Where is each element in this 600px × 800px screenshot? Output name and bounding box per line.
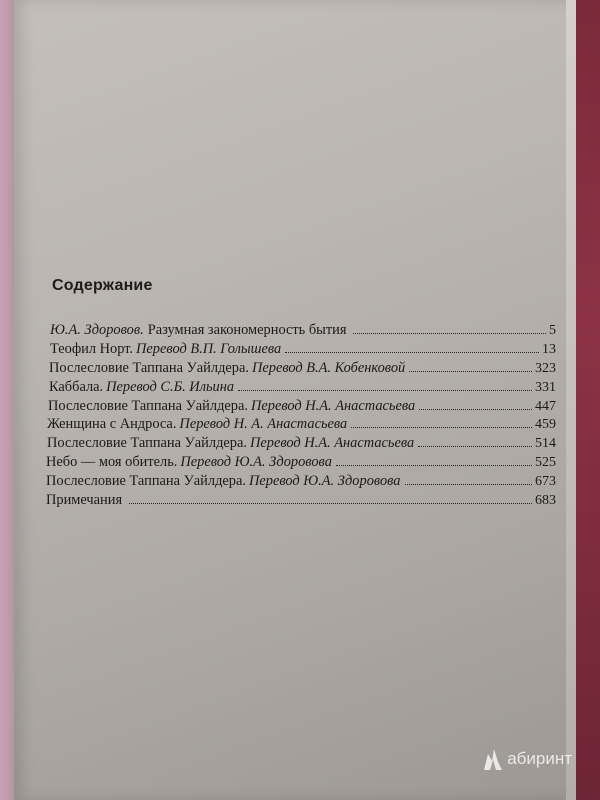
toc-entry	[46, 435, 556, 454]
toc-entry-page: 525	[535, 455, 556, 471]
toc-entry-leader	[419, 409, 532, 410]
toc-entry-title: Небо — моя обитель.	[46, 454, 178, 471]
toc-entry-title: Женщина с Андроса.	[47, 416, 177, 433]
toc-entry-page: 447	[535, 398, 556, 414]
toc-entry	[46, 341, 556, 360]
toc-entry-leader	[285, 352, 539, 353]
toc-entry-leader	[418, 446, 532, 447]
toc-entry-translator: Перевод С.Б. Ильина	[106, 378, 235, 395]
toc-entry	[46, 398, 556, 417]
labyrinth-logo-icon	[481, 746, 505, 772]
toc-entry-page: 673	[535, 474, 556, 490]
toc-entry-page: 323	[535, 360, 556, 376]
toc-entry-leader	[336, 465, 532, 466]
watermark-text: абиринт	[507, 749, 572, 768]
toc-entry-title: Послесловие Таппана Уайлдера.	[46, 473, 246, 490]
toc-entry-translator: Перевод Н.А. Анастасьева	[249, 435, 415, 452]
toc-entry	[46, 322, 556, 341]
toc-entry	[46, 454, 556, 473]
toc-entry-page: 683	[535, 493, 556, 509]
toc-entry-title: Послесловие Таппана Уайлдера.	[48, 397, 248, 414]
toc-entry-author: Ю.А. Здоровов.	[50, 322, 144, 338]
book-cover-edge-right	[576, 0, 600, 800]
toc-entry-leader	[129, 503, 532, 504]
toc-entry-page: 13	[542, 341, 556, 357]
toc-entry-title: Послесловие Таппана Уайлдера.	[47, 435, 247, 452]
toc-entry-leader	[353, 333, 546, 334]
toc-entry	[46, 473, 556, 492]
toc-entry-translator: Перевод В.П. Голышева	[136, 340, 282, 357]
toc-entry-translator: Перевод Н. А. Анастасьева	[179, 416, 348, 433]
toc-entry-title: Примечания	[46, 492, 123, 509]
toc-entry-page: 514	[535, 436, 556, 452]
toc-entry-translator: Перевод В.А. Кобенковой	[251, 359, 406, 376]
toc-heading: Содержание	[52, 277, 153, 294]
toc-entry-page: 5	[549, 323, 556, 338]
toc-entry-leader	[351, 427, 532, 428]
toc-entry-title: Разумная закономерность бытия	[147, 322, 347, 338]
toc-list	[46, 322, 556, 511]
toc-entry	[46, 360, 556, 379]
toc-entry-title: Каббала.	[49, 378, 104, 395]
toc-entry-translator: Перевод Ю.А. Здоровова	[180, 454, 332, 471]
toc-entry	[46, 416, 556, 435]
toc-entry	[46, 492, 556, 511]
watermark	[481, 746, 572, 772]
toc-entry-leader	[238, 390, 532, 391]
toc-entry-translator: Перевод Ю.А. Здоровова	[248, 473, 401, 490]
toc-entry-leader	[405, 484, 533, 485]
toc-entry-title: Послесловие Таппана Уайлдера.	[49, 359, 249, 376]
toc-entry-page: 331	[535, 379, 556, 395]
toc-entry-translator: Перевод Н.А. Анастасьева	[250, 397, 416, 414]
toc-entry-leader	[409, 371, 532, 372]
toc-entry-title: Теофил Норт.	[50, 340, 134, 357]
toc-entry-page: 459	[535, 417, 556, 433]
toc-entry	[46, 379, 556, 398]
